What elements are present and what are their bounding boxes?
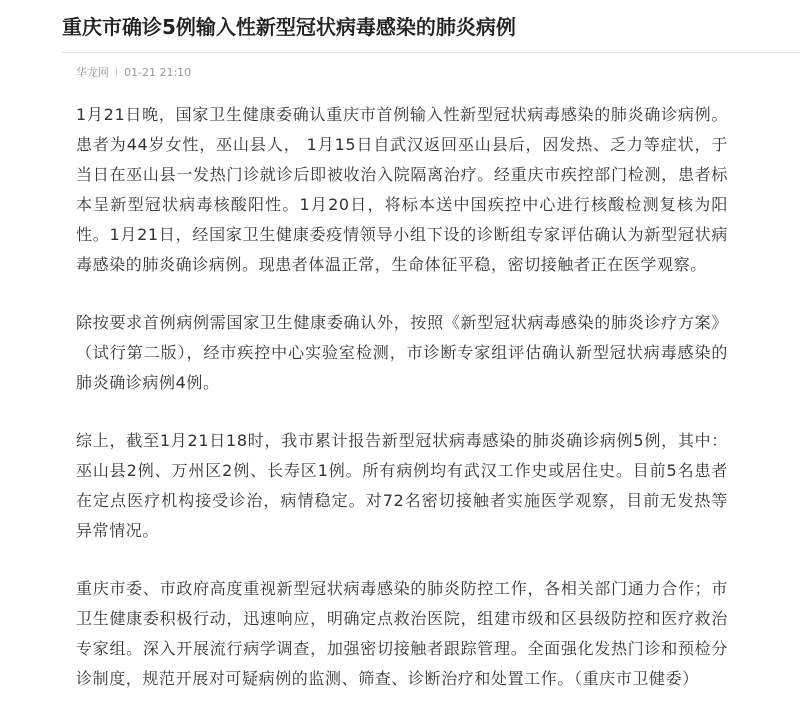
article-meta: [76, 66, 191, 80]
publish-time: 01-21 21:10: [124, 66, 192, 79]
source-label[interactable]: 华龙网: [76, 66, 109, 79]
paragraph: 重庆市委、市政府高度重视新型冠状病毒感染的肺炎防控工作，各相关部门通力合作；市卫生健康委积极行动，迅速响应，明确定点救治医院，组建市级和区县级防控和医疗救治专家组。深入开展流行病学调查，加强密切接触者跟踪管理。全面强化发热门诊和预检分诊制度，规范开展对可疑病例的监测、筛查、诊断治疗和处置工作。（重庆市卫健委）: [76, 579, 728, 688]
paragraph: 综上，截至1月21日18时，我市累计报告新型冠状病毒感染的肺炎确诊病例5例，其中：巫山县2例、万州区2例、长寿区1例。所有病例均有武汉工作史或居住史。目前5名患者在定点医疗机构接受诊治，病情稳定。对72名密切接触者实施医学观察，目前无发热等异常情况。: [76, 431, 728, 540]
article-title: 重庆市确诊5例输入性新型冠状病毒感染的肺炎病例: [62, 15, 516, 39]
title-divider: [62, 52, 800, 53]
meta-separator: [116, 67, 117, 77]
article-body: [76, 100, 728, 722]
paragraph: 除按要求首例病例需国家卫生健康委确认外，按照《新型冠状病毒感染的肺炎诊疗方案》（试行第二版），经市疾控中心实验室检测，市诊断专家组评估确认新型冠状病毒感染的肺炎确诊病例4例。: [76, 313, 728, 392]
paragraph: 1月21日晚，国家卫生健康委确认重庆市首例输入性新型冠状病毒感染的肺炎确诊病例。患者为44岁女性，巫山县人， 1月15日自武汉返回巫山县后，因发热、乏力等症状，于当日在巫山县一发热门诊就诊后即被收治入院隔离治疗。经重庆市疾控部门检测，患者标本呈新型冠状病毒核酸阳性。1月20日，将标本送中国疾控中心进行核酸检测复核为阳性。1月21日，经国家卫生健康委疫情领导小组下设的诊断组专家评估确认为新型冠状病毒感染的肺炎确诊病例。现患者体温正常，生命体征平稳，密切接触者正在医学观察。: [76, 105, 728, 274]
